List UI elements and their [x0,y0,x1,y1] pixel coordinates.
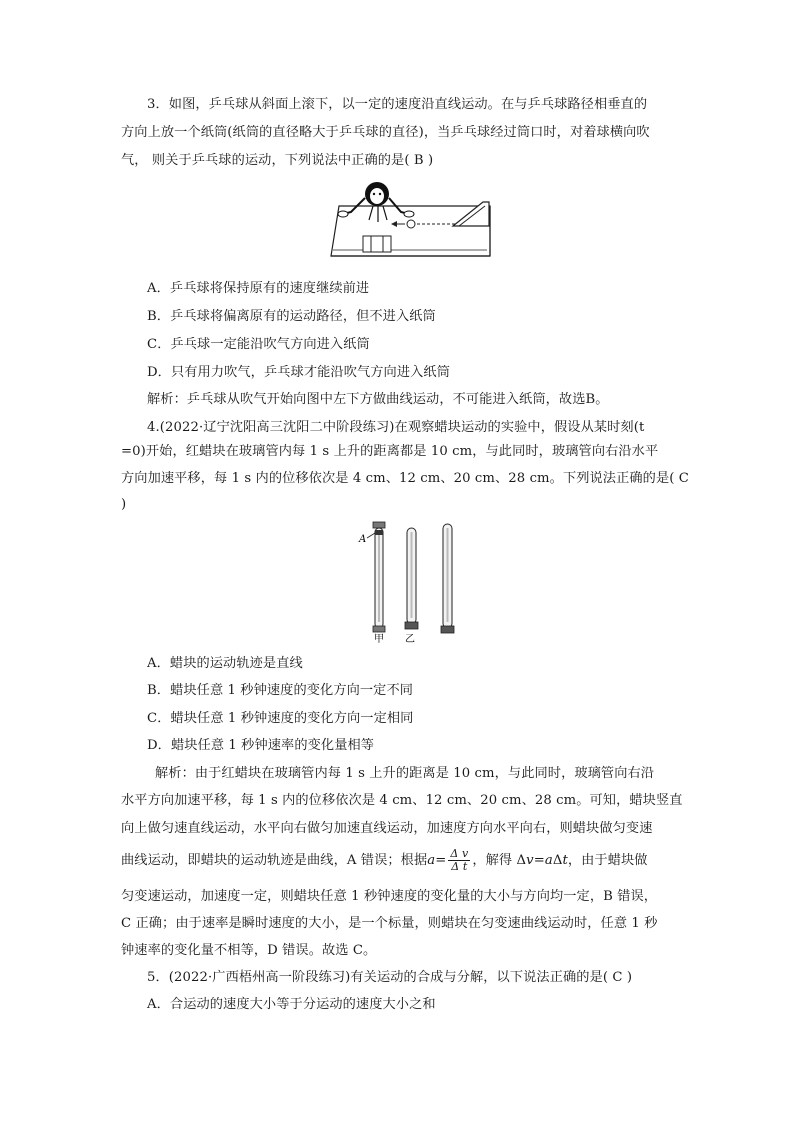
q5-option-a: A．合运动的速度大小等于分运动的速度大小之和 [147,997,436,1012]
q4-option-a: A．蜡块的运动轨迹是直线 [147,656,303,671]
q3-stem-line3: 气， 则关于乒乓球的运动，下列说法中正确的是( B ) [121,153,434,168]
q4-stem-line4: ) [121,497,127,512]
var-v: v [526,853,534,868]
q4-analysis-line4-text-b: ，解得 Δ [472,853,527,868]
q3-option-a: A．乒乓球将保持原有的速度继续前进 [147,281,370,296]
fraction-numerator: Δ v [450,847,469,860]
q4-analysis-line7: 钟速率的变化量不相等，D 错误。故选 C。 [121,943,377,958]
var-a-2: a [544,853,553,868]
delta-symbol: Δ [552,853,563,868]
q4-stem-line2: =0)开始，红蜡块在玻璃管内每 1 s 上升的距离都是 10 cm，与此同时，玻璃管向右沿水平 [121,444,659,459]
fraction-dv-dt [448,848,470,873]
q3-stem-line2: 方向上放一个纸筒(纸筒的直径略大于乒乓球的直径)，当乒乓球经过筒口时，对着球横向吹 [121,125,650,140]
q4-stem-line3: 方向加速平移，每 1 s 内的位移依次是 4 cm、12 cm、20 cm、28 cm。下列说法正确的是( C [121,471,689,486]
q4-option-b: B．蜡块任意 1 秒钟速度的变化方向一定不同 [147,683,414,698]
glass-tubes-figure [355,518,465,644]
equals-sign: = [435,853,447,868]
q4-stem-line1: 4.(2022·辽宁沈阳高三沈阳二中阶段练习)在观察蜡块运动的实验中，假设从某时刻(t [147,420,645,435]
q4-analysis-line1: 解析：由于红蜡块在玻璃管内每 1 s 上升的距离是 10 cm，与此同时，玻璃管向右沿 [155,766,655,781]
q3-option-c: C．乒乓球一定能沿吹气方向进入纸筒 [147,337,370,352]
equals-sign-2: = [533,853,545,868]
q4-analysis-line4-text-a: 曲线运动，即蜡块的运动轨迹是曲线，A 错误；根据 [121,853,428,868]
q4-analysis-line6: C 正确；由于速率是瞬时速度的大小，是一个标量，则蜡块在匀变速曲线运动时，任意 1 秒 [121,916,658,931]
label-yi: 乙 [405,634,415,644]
q4-analysis-line5: 匀变速运动，加速度一定，则蜡块任意 1 秒钟速度的变化量的大小与方向均一定，B 错误， [121,889,658,904]
q3-stem-line1: 3．如图，乒乓球从斜面上滚下，以一定的速度沿直线运动。在与乒乓球路径相垂直的 [147,97,648,112]
label-jia: 甲 [374,634,384,644]
q4-analysis-line4 [121,845,648,877]
label-a: A [359,534,367,545]
var-t: t [562,853,568,868]
q4-analysis-line3: 向上做匀速直线运动，水平向右做匀加速直线运动，加速度方向水平向右，则蜡块做匀变速 [121,821,653,836]
fraction-denominator: Δ t [451,860,468,873]
ping-pong-table-figure [325,178,497,262]
q4-analysis-line4-text-c: ，由于蜡块做 [567,853,648,868]
q5-stem-line1: 5．(2022·广西梧州高一阶段练习)有关运动的合成与分解，以下说法正确的是( C ) [147,970,633,985]
q3-option-b: B．乒乓球将偏离原有的运动路径，但不进入纸筒 [147,309,436,324]
q3-analysis: 解析：乒乓球从吹气开始向图中左下方做曲线运动，不可能进入纸筒，故选B。 [147,392,609,407]
q4-analysis-line2: 水平方向加速平移，每 1 s 内的位移依次是 4 cm、12 cm、20 cm、28 cm。可知，蜡块竖直 [121,793,683,808]
q4-option-d: D．蜡块任意 1 秒钟速率的变化量相等 [147,738,375,753]
q3-option-d: D．只有用力吹气，乒乓球才能沿吹气方向进入纸筒 [147,365,450,380]
q4-option-c: C．蜡块任意 1 秒钟速度的变化方向一定相同 [147,711,414,726]
var-a: a [427,853,436,868]
